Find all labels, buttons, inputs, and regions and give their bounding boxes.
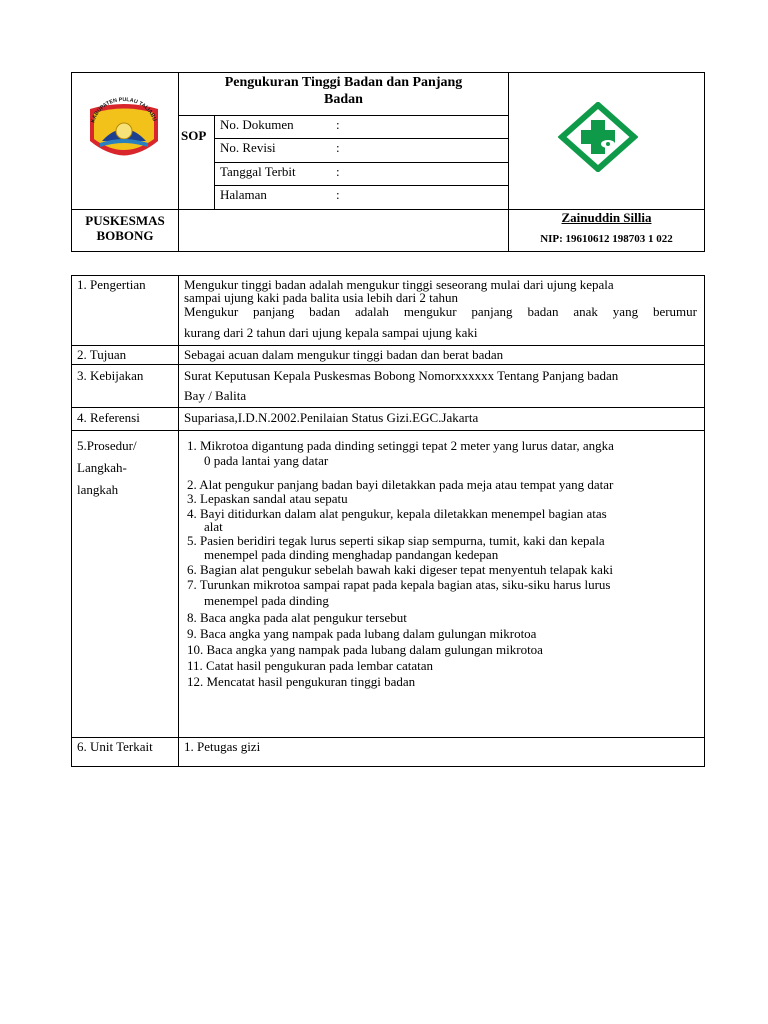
procedure-step: 12. Mencatat hasil pengukuran tinggi badan	[187, 674, 416, 689]
signer-name: Zainuddin Sillia	[561, 210, 652, 225]
row-label-procedure-2: Langkah-	[77, 460, 127, 475]
revision-label: No. Revisi	[220, 140, 276, 155]
procedure-step: 6. Bagian alat pengukur sebelah bawah kaki digeser tepat menyentuh telapak kaki	[187, 562, 613, 577]
procedure-step-cont: menempel pada dinding menghadap pandangan kedepan	[204, 547, 499, 562]
procedure-step: 4. Bayi ditidurkan dalam alat pengukur, kepala diletakkan menempel bagian atas	[187, 506, 607, 521]
row-label-related-unit: 6. Unit Terkait	[77, 739, 153, 754]
sop-label: SOP	[181, 128, 207, 143]
doc-number-label: No. Dokumen	[220, 117, 294, 132]
page-colon: :	[336, 187, 340, 202]
row-label-policy: 3. Kebijakan	[77, 368, 144, 383]
procedure-step: 7. Turunkan mikrotoa sampai rapat pada kepala bagian atas, siku-siku harus lurus	[187, 577, 611, 592]
purpose-text: Sebagai acuan dalam mengukur tinggi badan dan berat badan	[184, 347, 504, 362]
procedure-step-cont: alat	[204, 519, 223, 534]
row-label-procedure-3: langkah	[77, 482, 119, 497]
document-title-line2: Badan	[324, 92, 363, 107]
issue-date-colon: :	[336, 164, 340, 179]
procedure-step-cont: menempel pada dinding	[204, 593, 329, 608]
org-name-line1: PUSKESMAS	[85, 213, 165, 228]
page-label: Halaman	[220, 187, 267, 202]
signer-nip: NIP: 19610612 198703 1 022	[540, 233, 673, 245]
issue-date-label: Tanggal Terbit	[220, 164, 296, 179]
procedure-step: 3. Lepaskan sandal atau sepatu	[187, 491, 348, 506]
procedure-step: 5. Pasien beridiri tegak lurus seperti sikap siap sempurna, tumit, kaki dan kepala	[187, 533, 605, 548]
org-name-line2: BOBONG	[96, 228, 154, 243]
policy-line1: Surat Keputusan Kepala Puskesmas Bobong Nomorxxxxxx Tentang Panjang badan	[184, 368, 619, 383]
procedure-step: 9. Baca angka yang nampak pada lubang dalam gulungan mikrotoa	[187, 626, 537, 641]
procedure-step: 1. Mikrotoa digantung pada dinding setinggi tepat 2 meter yang lurus datar, angka	[187, 438, 614, 453]
reference-text: Supariasa,I.D.N.2002.Penilaian Status Gizi.EGC.Jakarta	[184, 410, 479, 425]
doc-number-colon: :	[336, 117, 340, 132]
puskesmas-logo	[558, 102, 638, 172]
definition-line1: Mengukur tinggi badan adalah mengukur tinggi seseorang mulai dari ujung kepala	[184, 277, 614, 292]
procedure-step: 2. Alat pengukur panjang badan bayi diletakkan pada meja atau tempat yang datar	[187, 477, 614, 492]
document-title-line1: Pengukuran Tinggi Badan dan Panjang	[224, 75, 463, 90]
row-label-purpose: 2. Tujuan	[77, 347, 127, 362]
row-label-procedure-1: 5.Prosedur/	[77, 438, 137, 453]
procedure-step: 10. Baca angka yang nampak pada lubang dalam gulungan mikrotoa	[187, 642, 543, 657]
regency-seal-logo	[84, 97, 164, 169]
related-unit-text: 1. Petugas gizi	[184, 739, 261, 754]
procedure-step: 8. Baca angka pada alat pengukur tersebut	[187, 610, 407, 625]
definition-line4: kurang dari 2 tahun dari ujung kepala sampai ujung kaki	[184, 325, 478, 340]
definition-line3: Mengukur panjang badan adalah mengukur panjang badan anak yang berumur	[184, 304, 697, 319]
procedure-step: 11. Catat hasil pengukuran pada lembar catatan	[187, 658, 434, 673]
row-label-definition: 1. Pengertian	[77, 277, 146, 292]
svg-text:KABUPATEN PULAU TALIABU: KABUPATEN PULAU TALIABU	[90, 97, 158, 124]
definition-line2: sampai ujung kaki pada balita usia lebih dari 2 tahun	[184, 290, 459, 305]
policy-line2: Bay / Balita	[184, 388, 247, 403]
row-label-reference: 4. Referensi	[77, 410, 140, 425]
procedure-step-cont: 0 pada lantai yang datar	[204, 453, 329, 468]
revision-colon: :	[336, 140, 340, 155]
